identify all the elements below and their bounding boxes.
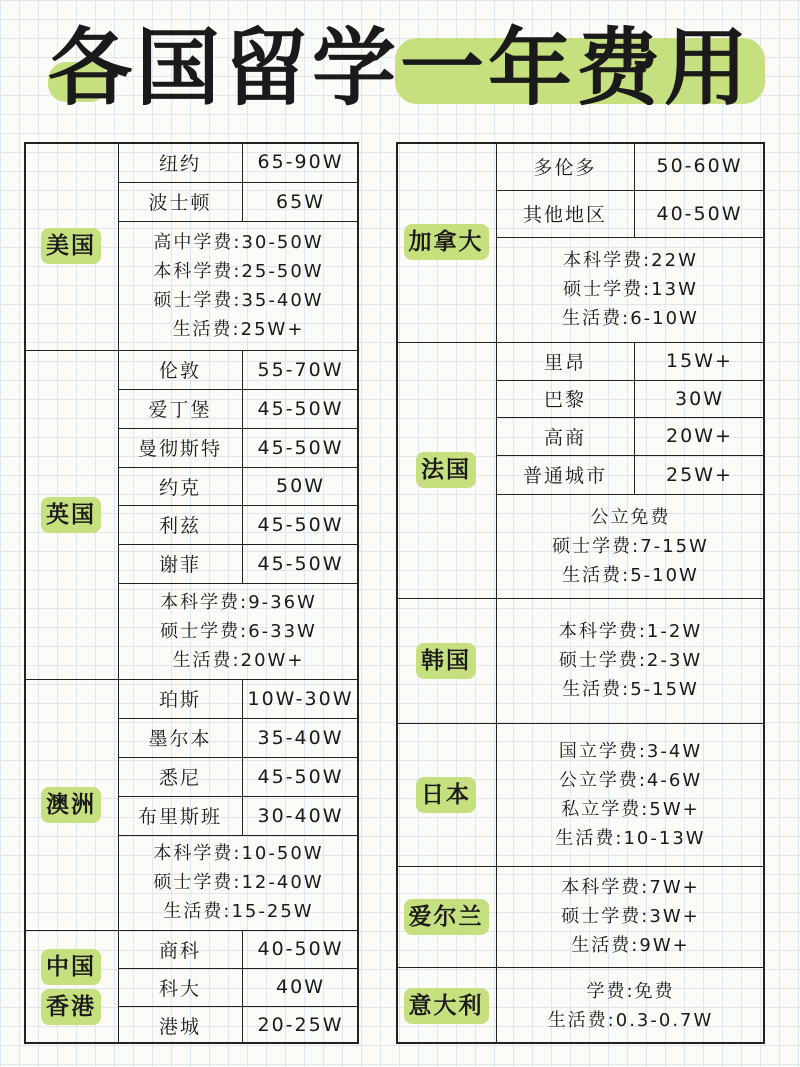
- country-label: 日本: [416, 777, 476, 813]
- fee-cell: 65-90W: [257, 151, 344, 173]
- page-title: 各国留学一年费用: [47, 19, 752, 117]
- fee-notes: [118, 583, 359, 679]
- note-line: 高中学费:30-50W: [153, 231, 324, 253]
- country-france: [396, 342, 496, 598]
- fee-cell: 55-70W: [257, 358, 344, 381]
- note-line: 本科学费:1-2W: [558, 621, 703, 642]
- note-line: 私立学费:5W+: [561, 798, 700, 820]
- fee-cell: 45-50W: [257, 513, 344, 536]
- note-line: 硕士学费:7-15W: [552, 535, 709, 557]
- city-cell: 巴黎: [543, 389, 586, 411]
- fee-notes: [496, 598, 765, 723]
- fee-cell: 10W-30W: [247, 687, 354, 710]
- note-line: 本科学费:9-36W: [160, 591, 317, 613]
- note-line: 硕士学费:13W: [563, 279, 698, 300]
- fee-cell: 30W: [675, 387, 724, 410]
- city-cell: 其他地区: [522, 204, 607, 226]
- fee-cell: 50-60W: [656, 155, 743, 177]
- fee-notes: [496, 494, 765, 598]
- fee-cell: 40-50W: [656, 202, 743, 225]
- country-ireland: [396, 866, 496, 967]
- note-line: 硕士学费:2-3W: [558, 650, 703, 671]
- note-line: 生活费:6-10W: [562, 308, 699, 329]
- fee-cell: 20-25W: [257, 1014, 344, 1036]
- fee-notes: [496, 723, 765, 866]
- note-line: 本科学费:22W: [563, 250, 698, 271]
- city-cell: 谢菲: [158, 554, 201, 576]
- city-cell: 利兹: [158, 515, 201, 537]
- note-line: 硕士学费:35-40W: [153, 289, 324, 311]
- fee-notes: [496, 967, 765, 1044]
- country-label-line1: 中国: [41, 949, 101, 985]
- city-cell: 爱丁堡: [148, 399, 212, 421]
- fee-notes: [118, 221, 359, 350]
- country-label: 澳洲: [41, 787, 101, 823]
- note-line: 本科学费:25-50W: [153, 260, 324, 282]
- country-australia: [24, 679, 118, 930]
- note-line: 硕士学费:6-33W: [160, 620, 317, 642]
- fee-cell: 50W: [276, 475, 325, 497]
- country-label: 意大利: [404, 988, 489, 1024]
- country-korea: [396, 598, 496, 723]
- note-line: 公立免费: [590, 506, 671, 528]
- country-label: 美国: [41, 228, 101, 264]
- city-cell: 布里斯班: [137, 806, 222, 828]
- note-line: 硕士学费:12-40W: [153, 872, 324, 893]
- city-cell: 科大: [158, 977, 201, 1000]
- note-line: 硕士学费:3W+: [561, 906, 700, 927]
- note-line: 本科学费:7W+: [561, 877, 700, 898]
- note-line: 生活费:5-15W: [562, 679, 699, 700]
- country-label-line2: 香港: [41, 989, 101, 1025]
- fee-notes: [118, 835, 359, 930]
- note-line: 生活费:25W+: [172, 318, 305, 340]
- fee-cell: 40-50W: [257, 938, 344, 960]
- note-line: 生活费:15-25W: [163, 901, 314, 922]
- city-cell: 纽约: [158, 152, 201, 175]
- note-line: 本科学费:10-50W: [153, 843, 324, 864]
- fee-cell: 45-50W: [257, 397, 344, 420]
- country-label: 爱尔兰: [404, 899, 489, 935]
- city-cell: 墨尔本: [148, 728, 212, 750]
- note-line: 学费:免费: [586, 980, 675, 1002]
- city-cell: 高商: [543, 426, 586, 449]
- note-line: 公立学费:4-6W: [558, 769, 703, 791]
- country-label: 加拿大: [404, 224, 489, 260]
- fee-cell: 35-40W: [257, 726, 344, 749]
- country-hongkong: [24, 930, 118, 1044]
- city-cell: 悉尼: [158, 767, 201, 789]
- fee-cell: 20W+: [666, 425, 733, 447]
- fee-cell: 25W+: [666, 463, 733, 486]
- country-italy: [396, 967, 496, 1044]
- note-line: 国立学费:3-4W: [558, 740, 703, 762]
- fee-cell: 30-40W: [257, 804, 344, 827]
- city-cell: 多伦多: [533, 156, 597, 179]
- country-uk: [24, 350, 118, 679]
- country-label: 英国: [41, 497, 101, 533]
- note-line: 生活费:5-10W: [562, 564, 699, 586]
- fee-cell: 45-50W: [257, 436, 344, 459]
- note-line: 生活费:0.3-0.7W: [547, 1009, 714, 1031]
- fee-cell: 40W: [276, 976, 325, 998]
- fee-cell: 45-50W: [257, 552, 344, 575]
- city-cell: 港城: [158, 1015, 201, 1038]
- city-cell: 波士顿: [148, 192, 212, 214]
- city-cell: 普通城市: [522, 465, 607, 487]
- title-area: [0, 0, 800, 130]
- city-cell: 珀斯: [158, 689, 201, 711]
- city-cell: 里昂: [543, 351, 586, 374]
- city-cell: 伦敦: [158, 360, 201, 382]
- fee-cell: 15W+: [666, 350, 733, 372]
- country-canada: [396, 142, 496, 342]
- fee-notes: [496, 237, 765, 342]
- fee-notes: [496, 866, 765, 967]
- country-usa: [24, 142, 118, 350]
- fee-cell: 45-50W: [257, 765, 344, 788]
- note-line: 生活费:9W+: [571, 935, 690, 956]
- country-japan: [396, 723, 496, 866]
- city-cell: 曼彻斯特: [137, 438, 222, 460]
- note-line: 生活费:20W+: [172, 649, 305, 671]
- note-line: 生活费:10-13W: [555, 827, 706, 849]
- city-cell: 商科: [158, 939, 201, 962]
- fee-cell: 65W: [276, 190, 325, 213]
- country-label: 韩国: [416, 643, 476, 679]
- country-label: 法国: [416, 452, 476, 488]
- city-cell: 约克: [158, 476, 201, 499]
